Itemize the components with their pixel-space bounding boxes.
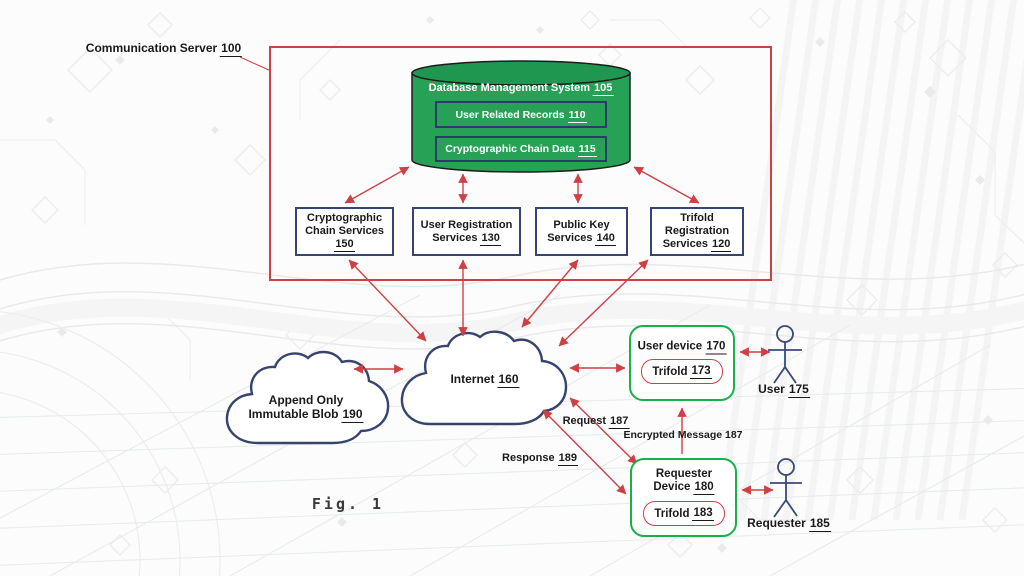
requester-stick-figure bbox=[770, 459, 802, 517]
arrow-db-crypto-chain bbox=[345, 167, 409, 203]
user-registration-services-box: User Registration Services 130 bbox=[412, 207, 521, 256]
trifold-173-box: Trifold 173 bbox=[641, 359, 723, 384]
cryptographic-chain-data-box: Cryptographic Chain Data 115 bbox=[435, 136, 607, 162]
public-key-services-box: Public Key Services 140 bbox=[535, 207, 628, 256]
figure-caption: Fig. 1 bbox=[311, 495, 385, 513]
crypto-chain-services-box: Cryptographic Chain Services 150 bbox=[295, 207, 394, 256]
request-message-label: Request 187 bbox=[562, 415, 629, 427]
arrow-crypto-chain-internet bbox=[349, 260, 426, 341]
internet-cloud-label: Internet 160 bbox=[450, 372, 519, 386]
user-label: User 175 bbox=[758, 382, 809, 396]
encrypted-message-label: Encrypted Message 187 bbox=[623, 429, 743, 441]
user-device-label: User device 170 bbox=[637, 340, 726, 353]
communication-server-label: Communication Server 100 bbox=[85, 41, 242, 55]
response-message-label: Response 189 bbox=[502, 452, 577, 464]
requester-device-label: Requester Device 180 bbox=[653, 468, 714, 493]
blob-cloud-label: Append Only Immutable Blob 190 bbox=[248, 393, 363, 421]
trifold-183-box: Trifold 183 bbox=[643, 501, 725, 526]
requester-label: Requester 185 bbox=[747, 516, 830, 530]
user-related-records-box: User Related Records 110 bbox=[435, 101, 607, 128]
user-stick-figure bbox=[768, 326, 802, 383]
database-title: Database Management System 105 bbox=[428, 82, 613, 94]
arrow-public-key-internet bbox=[522, 260, 578, 327]
arrow-db-trifold-registration bbox=[634, 167, 699, 203]
trifold-registration-services-box: Trifold Registration Services 120 bbox=[650, 207, 744, 256]
title-leader-line bbox=[240, 57, 271, 71]
